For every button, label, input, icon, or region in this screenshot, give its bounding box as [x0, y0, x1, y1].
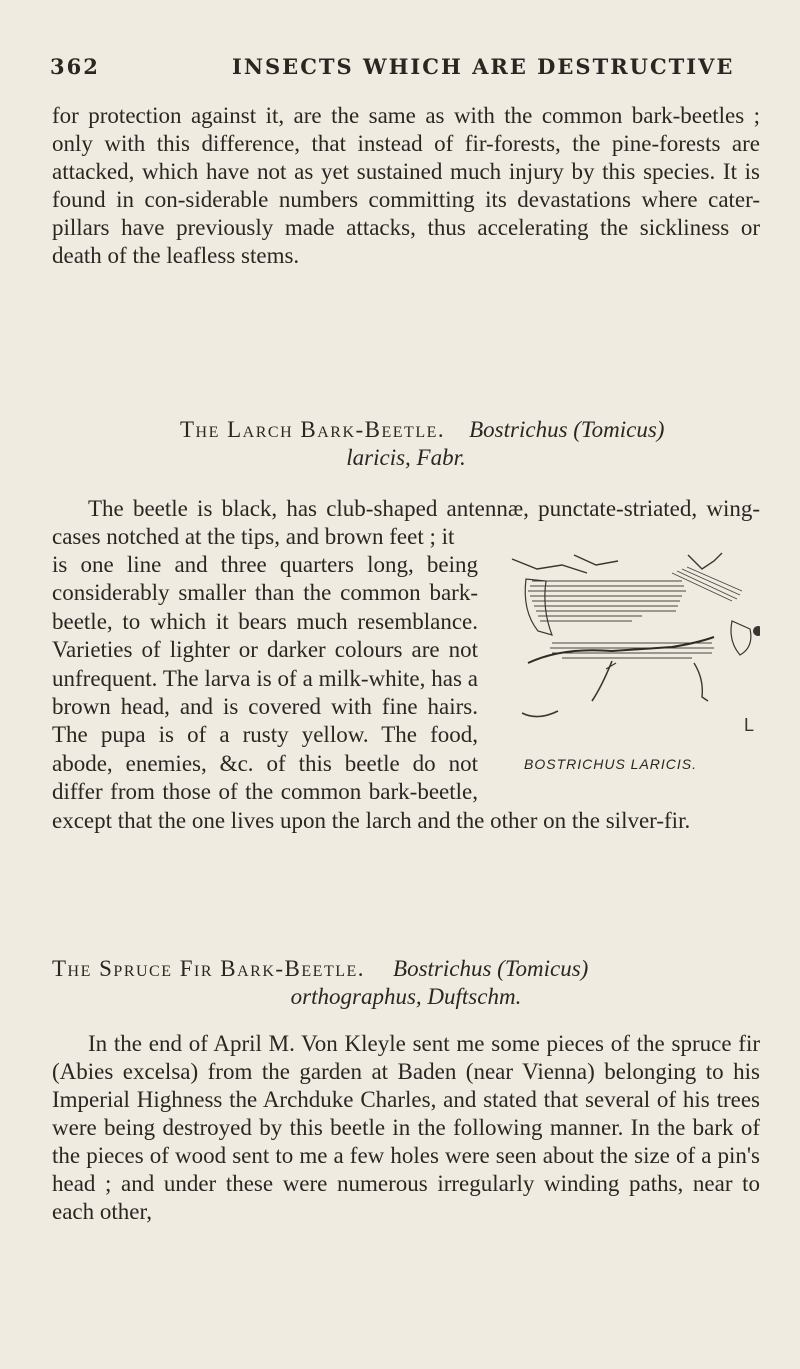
page-number: 362	[50, 54, 100, 79]
common-name-spruce: The Spruce Fir Bark-Beetle.	[52, 956, 366, 981]
paragraph-larch-body: is one line and three quarters long, being considerably smaller than the common bark-beetle, to which it bears much resemblance. Varieties of lighter or darker colours are not unfrequent. The larva is of a milk-white, has a brown head, and is covered with fine hairs. The pupa is of a rusty yellow. The food, abode, enemies, &c. of this beetle do not differ from those of the common bark-beetle, except that the one lives upon the larch and the other on the silver-fir.	[52, 552, 691, 833]
figure-marker: L	[744, 715, 755, 735]
figure-caption: BOSTRICHUS LARICIS.	[524, 756, 698, 772]
paragraph-larch-intro: The beetle is black, has club-shaped antennæ, punctate-striated, wing-cases notched at the tips, and brown feet ; it	[52, 496, 760, 549]
species-author-spruce: orthographus, Duftschm.	[290, 984, 522, 1009]
bark-gallery-illustration	[492, 551, 760, 775]
species-author-larch: laricis, Fabr.	[346, 445, 466, 470]
section-heading-larch	[52, 416, 760, 472]
paragraph-continued: for protection against it, are the same as with the common bark-beetles ; only with this difference, that instead of fir-forests, the pine-forests are attacked, which have not as yet sustained much injury by this species. It is found in con-siderable numbers committing its devastations where cater-pillars have previously made attacks, thus accelerating the sickliness or death of the leafless stems.	[52, 103, 760, 268]
common-name-larch: The Larch Bark-Beetle.	[180, 417, 446, 442]
section-heading-spruce	[52, 955, 760, 1011]
latin-name-spruce: Bostrichus (Tomicus)	[393, 956, 589, 981]
beetle-figure	[492, 551, 760, 775]
running-title: INSECTS WHICH ARE DESTRUCTIVE	[232, 54, 735, 79]
paragraph-spruce: In the end of April M. Von Kleyle sent me some pieces of the spruce fir (Abies excelsa) from the garden at Baden (near Vienna) belonging to his Imperial Highness the Archduke Charles, and stated that several of his trees were being destroyed by this beetle in the following manner. In the bark of the pieces of wood sent to me a few holes were seen about the size of a pin's head ; and under these were numerous irregularly winding paths, near to each other,	[52, 1031, 760, 1224]
latin-name-larch: Bostrichus (Tomicus)	[469, 417, 665, 442]
